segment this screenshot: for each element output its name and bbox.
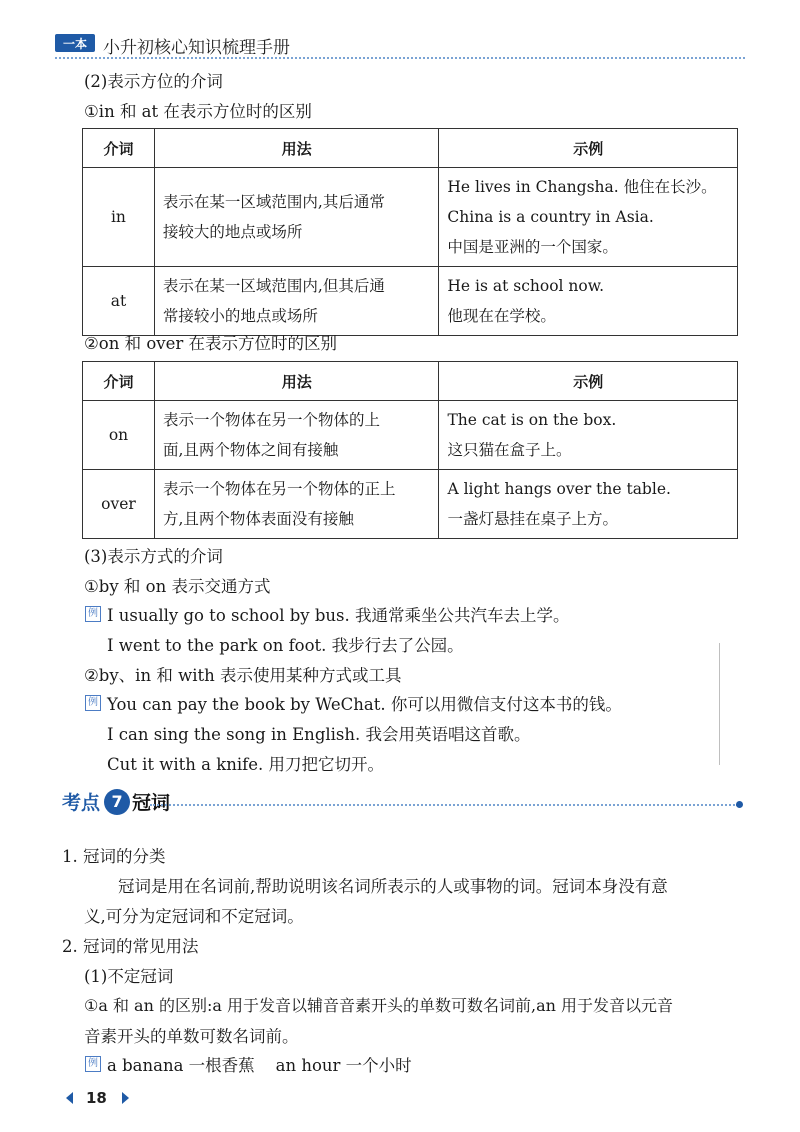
usage-line: 表示在某一区域范围内,但其后通 [162, 277, 385, 295]
example-line: 一盏灯悬挂在桌子上方。 [447, 510, 618, 528]
usage-cell [154, 470, 439, 539]
preposition-cell: on [83, 401, 155, 470]
preposition-cell: in [83, 168, 155, 267]
section-7-heading [62, 788, 170, 815]
usage-cell [154, 267, 438, 336]
example-cell [439, 401, 738, 470]
example-line: I can sing the song in English. 我会用英语唱这首歌。 [107, 725, 531, 744]
example-icon: 例 [85, 695, 101, 711]
example-line: 他现在在学校。 [447, 307, 556, 325]
usage-line: 表示在某一区域范围内,其后通常 [162, 193, 385, 211]
header-divider [55, 57, 745, 59]
page-number: 18 [86, 1089, 107, 1107]
section-title: 冠词 [132, 792, 171, 814]
table-row [83, 401, 738, 470]
table-header: 介词 [83, 129, 155, 168]
section-3-sub1: ①by 和 on 表示交通方式 [84, 577, 271, 596]
table-row [83, 168, 738, 267]
table-header: 用法 [154, 129, 438, 168]
section-2-sub1: ①in 和 at 在表示方位时的区别 [84, 102, 312, 121]
header-title: 小升初核心知识梳理手册 [103, 38, 290, 58]
next-page-arrow-icon [122, 1092, 129, 1104]
articles-heading-2: 2. 冠词的常见用法 [62, 937, 199, 956]
paragraph-line: 冠词是用在名词前,帮助说明该名词所表示的人或事物的词。冠词本身没有意 [118, 877, 668, 896]
usage-line: 表示一个物体在另一个物体的正上 [162, 480, 396, 498]
example-line: He is at school now. [447, 277, 605, 295]
table-on-over [82, 361, 738, 539]
example-line: I went to the park on foot. 我步行去了公园。 [107, 636, 464, 655]
table-in-at [82, 128, 738, 336]
example-line: The cat is on the box. [447, 411, 617, 429]
section-2-sub2: ②on 和 over 在表示方位时的区别 [84, 334, 337, 353]
usage-line: 接较大的地点或场所 [162, 223, 303, 241]
articles-subheading: (1)不定冠词 [84, 967, 174, 986]
preposition-cell: at [83, 267, 155, 336]
usage-line: 方,且两个物体表面没有接触 [162, 510, 354, 528]
section-rule-end-dot [736, 801, 743, 808]
section-3-heading: (3)表示方式的介词 [84, 547, 223, 566]
example-line: I usually go to school by bus. 我通常乘坐公共汽车去上学。 [107, 606, 570, 625]
example-icon: 例 [85, 1056, 101, 1072]
example-icon: 例 [85, 606, 101, 622]
section-number-badge: 7 [104, 789, 130, 815]
example-cell [439, 470, 738, 539]
table-header: 用法 [154, 362, 439, 401]
section-label: 考点 [62, 792, 101, 814]
preposition-cell: over [83, 470, 155, 539]
paragraph-line: 音素开头的单数可数名词前。 [84, 1027, 299, 1046]
header-badge: 一本 [55, 34, 95, 52]
table-row [83, 470, 738, 539]
example-line: He lives in Changsha. 他住在长沙。 [447, 178, 717, 196]
table-row [83, 267, 738, 336]
table-header: 示例 [439, 129, 738, 168]
usage-line: 面,且两个物体之间有接触 [162, 441, 339, 459]
paragraph-line: ①a 和 an 的区别:a 用于发音以辅音音素开头的单数可数名词前,an 用于发音以元音 [84, 996, 674, 1015]
table-header: 介词 [83, 362, 155, 401]
example-cell [439, 168, 738, 267]
usage-cell [154, 168, 438, 267]
usage-cell [154, 401, 439, 470]
example-line: A light hangs over the table. [447, 480, 671, 498]
usage-line: 常接较小的地点或场所 [162, 307, 318, 325]
margin-rule [719, 643, 720, 765]
section-2-heading: (2)表示方位的介词 [84, 72, 223, 91]
section-3-sub2: ②by、in 和 with 表示使用某种方式或工具 [84, 666, 402, 685]
prev-page-arrow-icon [66, 1092, 73, 1104]
table-header: 示例 [439, 362, 738, 401]
example-line: 这只猫在盒子上。 [447, 441, 572, 459]
example-line: China is a country in Asia. [447, 208, 654, 226]
example-line: Cut it with a knife. 用刀把它切开。 [107, 755, 385, 774]
section-dotted-rule [150, 804, 738, 806]
example-line: You can pay the book by WeChat. 你可以用微信支付这本书的钱。 [107, 695, 622, 714]
articles-heading-1: 1. 冠词的分类 [62, 847, 166, 866]
example-line: a banana 一根香蕉 an hour 一个小时 [107, 1056, 412, 1075]
example-line: 中国是亚洲的一个国家。 [447, 238, 618, 256]
usage-line: 表示一个物体在另一个物体的上 [162, 411, 380, 429]
paragraph-line: 义,可分为定冠词和不定冠词。 [84, 907, 304, 926]
example-cell [439, 267, 738, 336]
